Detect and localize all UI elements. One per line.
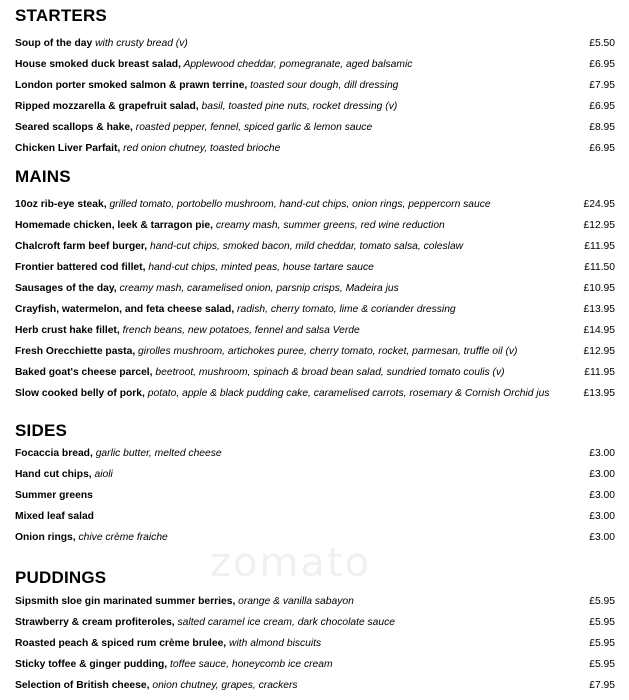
dish-name: 10oz rib-eye steak, bbox=[15, 199, 107, 210]
dish-price: £6.95 bbox=[589, 101, 615, 112]
dish-price: £5.95 bbox=[589, 617, 615, 628]
dish-name: Seared scallops & hake, bbox=[15, 122, 133, 133]
dish-price: £11.50 bbox=[584, 262, 615, 273]
dish-name: Roasted peach & spiced rum crème brulee, bbox=[15, 638, 227, 649]
section-title: STARTERS bbox=[15, 6, 107, 25]
section-sides bbox=[15, 420, 615, 548]
section-puddings bbox=[15, 567, 615, 696]
dish-price: £5.95 bbox=[589, 596, 615, 607]
dish-name: Slow cooked belly of pork, bbox=[15, 388, 145, 399]
menu-item bbox=[15, 75, 615, 96]
menu-item bbox=[15, 443, 615, 464]
dish-description: creamy mash, caramelised onion, parsnip crisps, Madeira jus bbox=[116, 283, 399, 294]
menu-item bbox=[15, 485, 615, 506]
section-title: PUDDINGS bbox=[15, 568, 107, 587]
section-starters bbox=[15, 5, 615, 159]
dish-description: Applewood cheddar, pomegranate, aged balsamic bbox=[180, 59, 413, 70]
dish-name: Chalcroft farm beef burger, bbox=[15, 241, 148, 252]
menu-item bbox=[15, 299, 615, 320]
dish-name: Selection of British cheese, bbox=[15, 680, 150, 691]
dish-name: Strawberry & cream profiteroles, bbox=[15, 617, 175, 628]
dish-price: £7.95 bbox=[589, 680, 615, 691]
menu-item bbox=[15, 675, 615, 696]
menu-item bbox=[15, 117, 615, 138]
dish-price: £12.95 bbox=[583, 346, 615, 357]
menu-item bbox=[15, 96, 615, 117]
section-title: MAINS bbox=[15, 167, 71, 186]
menu-items bbox=[15, 194, 615, 404]
dish-description: girolles mushroom, artichokes puree, cherry tomato, rocket, parmesan, truffle oil (v) bbox=[135, 346, 518, 357]
dish-description: beetroot, mushroom, spinach & broad bean salad, sundried tomato coulis (v) bbox=[152, 367, 505, 378]
dish-name: Onion rings, bbox=[15, 532, 76, 543]
menu-item bbox=[15, 236, 615, 257]
dish-name: Herb crust hake fillet, bbox=[15, 325, 120, 336]
menu-item bbox=[15, 257, 615, 278]
menu-item bbox=[15, 464, 615, 485]
menu-item bbox=[15, 33, 615, 54]
dish-description: french beans, new potatoes, fennel and salsa Verde bbox=[119, 325, 360, 336]
dish-description: red onion chutney, toasted brioche bbox=[120, 143, 281, 154]
dish-price: £3.00 bbox=[589, 469, 615, 480]
menu-item bbox=[15, 278, 615, 299]
menu-items bbox=[15, 591, 615, 696]
dish-name: Sausages of the day, bbox=[15, 283, 117, 294]
dish-description: salted caramel ice cream, dark chocolate sauce bbox=[174, 617, 396, 628]
dish-price: £3.00 bbox=[589, 532, 615, 543]
dish-name: Soup of the day bbox=[15, 38, 93, 49]
dish-name: Frontier battered cod fillet, bbox=[15, 262, 146, 273]
menu-item bbox=[15, 383, 615, 404]
section-mains bbox=[15, 166, 615, 404]
menu-items bbox=[15, 443, 615, 548]
menu-item bbox=[15, 612, 615, 633]
dish-name: Focaccia bread, bbox=[15, 448, 93, 459]
dish-price: £3.00 bbox=[589, 448, 615, 459]
dish-price: £14.95 bbox=[583, 325, 615, 336]
dish-description: with crusty bread (v) bbox=[92, 38, 188, 49]
menu-item bbox=[15, 591, 615, 612]
menu-item bbox=[15, 215, 615, 236]
menu-item bbox=[15, 506, 615, 527]
menu-item bbox=[15, 654, 615, 675]
dish-price: £7.95 bbox=[589, 80, 615, 91]
dish-price: £3.00 bbox=[589, 490, 615, 501]
dish-description: hand-cut chips, smoked bacon, mild cheddar, tomato salsa, coleslaw bbox=[147, 241, 464, 252]
dish-name: Hand cut chips, bbox=[15, 469, 92, 480]
dish-description: toffee sauce, honeycomb ice cream bbox=[167, 659, 333, 670]
dish-description: roasted pepper, fennel, spiced garlic & lemon sauce bbox=[132, 122, 373, 133]
dish-description: orange & vanilla sabayon bbox=[235, 596, 354, 607]
dish-description: hand-cut chips, minted peas, house tartare sauce bbox=[145, 262, 374, 273]
dish-name: Ripped mozzarella & grapefruit salad, bbox=[15, 101, 199, 112]
dish-name: Fresh Orecchiette pasta, bbox=[15, 346, 136, 357]
dish-price: £12.95 bbox=[583, 220, 615, 231]
dish-price: £5.95 bbox=[589, 659, 615, 670]
dish-description: onion chutney, grapes, crackers bbox=[149, 680, 298, 691]
dish-description: radish, cherry tomato, lime & coriander dressing bbox=[234, 304, 456, 315]
dish-price: £5.50 bbox=[589, 38, 615, 49]
dish-name: Baked goat's cheese parcel, bbox=[15, 367, 153, 378]
dish-price: £13.95 bbox=[583, 388, 615, 399]
dish-description: grilled tomato, portobello mushroom, hand-cut chips, onion rings, peppercorn sauce bbox=[106, 199, 491, 210]
dish-price: £8.95 bbox=[589, 122, 615, 133]
dish-price: £6.95 bbox=[589, 59, 615, 70]
menu-item bbox=[15, 362, 615, 383]
menu-items bbox=[15, 33, 615, 159]
dish-description: toasted sour dough, dill dressing bbox=[247, 80, 399, 91]
dish-name: London porter smoked salmon & prawn terrine, bbox=[15, 80, 248, 91]
dish-name: Summer greens bbox=[15, 490, 93, 501]
dish-description: potato, apple & black pudding cake, caramelised carrots, rosemary & Cornish Orchid jus bbox=[144, 388, 550, 399]
dish-name: House smoked duck breast salad, bbox=[15, 59, 181, 70]
dish-price: £5.95 bbox=[589, 638, 615, 649]
dish-description: chive crème fraiche bbox=[75, 532, 168, 543]
dish-price: £11.95 bbox=[584, 241, 615, 252]
dish-price: £13.95 bbox=[583, 304, 615, 315]
dish-name: Homemade chicken, leek & tarragon pie, bbox=[15, 220, 213, 231]
dish-description: aioli bbox=[91, 469, 113, 480]
dish-name: Sticky toffee & ginger pudding, bbox=[15, 659, 168, 670]
menu-item bbox=[15, 320, 615, 341]
zomato-watermark: zomato bbox=[210, 540, 372, 586]
menu-item bbox=[15, 633, 615, 654]
dish-name: Chicken Liver Parfait, bbox=[15, 143, 121, 154]
dish-price: £6.95 bbox=[589, 143, 615, 154]
dish-name: Sipsmith sloe gin marinated summer berries, bbox=[15, 596, 236, 607]
dish-price: £3.00 bbox=[589, 511, 615, 522]
dish-description: with almond biscuits bbox=[226, 638, 322, 649]
menu-item bbox=[15, 527, 615, 548]
menu-item bbox=[15, 341, 615, 362]
menu-item bbox=[15, 194, 615, 215]
dish-description: garlic butter, melted cheese bbox=[92, 448, 222, 459]
dish-description: basil, toasted pine nuts, rocket dressing (v) bbox=[198, 101, 398, 112]
dish-price: £24.95 bbox=[583, 199, 615, 210]
dish-name: Mixed leaf salad bbox=[15, 511, 94, 522]
menu-item bbox=[15, 54, 615, 75]
section-title: SIDES bbox=[15, 421, 68, 440]
menu-item bbox=[15, 138, 615, 159]
dish-price: £11.95 bbox=[584, 367, 615, 378]
dish-price: £10.95 bbox=[583, 283, 615, 294]
dish-description: creamy mash, summer greens, red wine reduction bbox=[213, 220, 445, 231]
dish-name: Crayfish, watermelon, and feta cheese salad, bbox=[15, 304, 235, 315]
